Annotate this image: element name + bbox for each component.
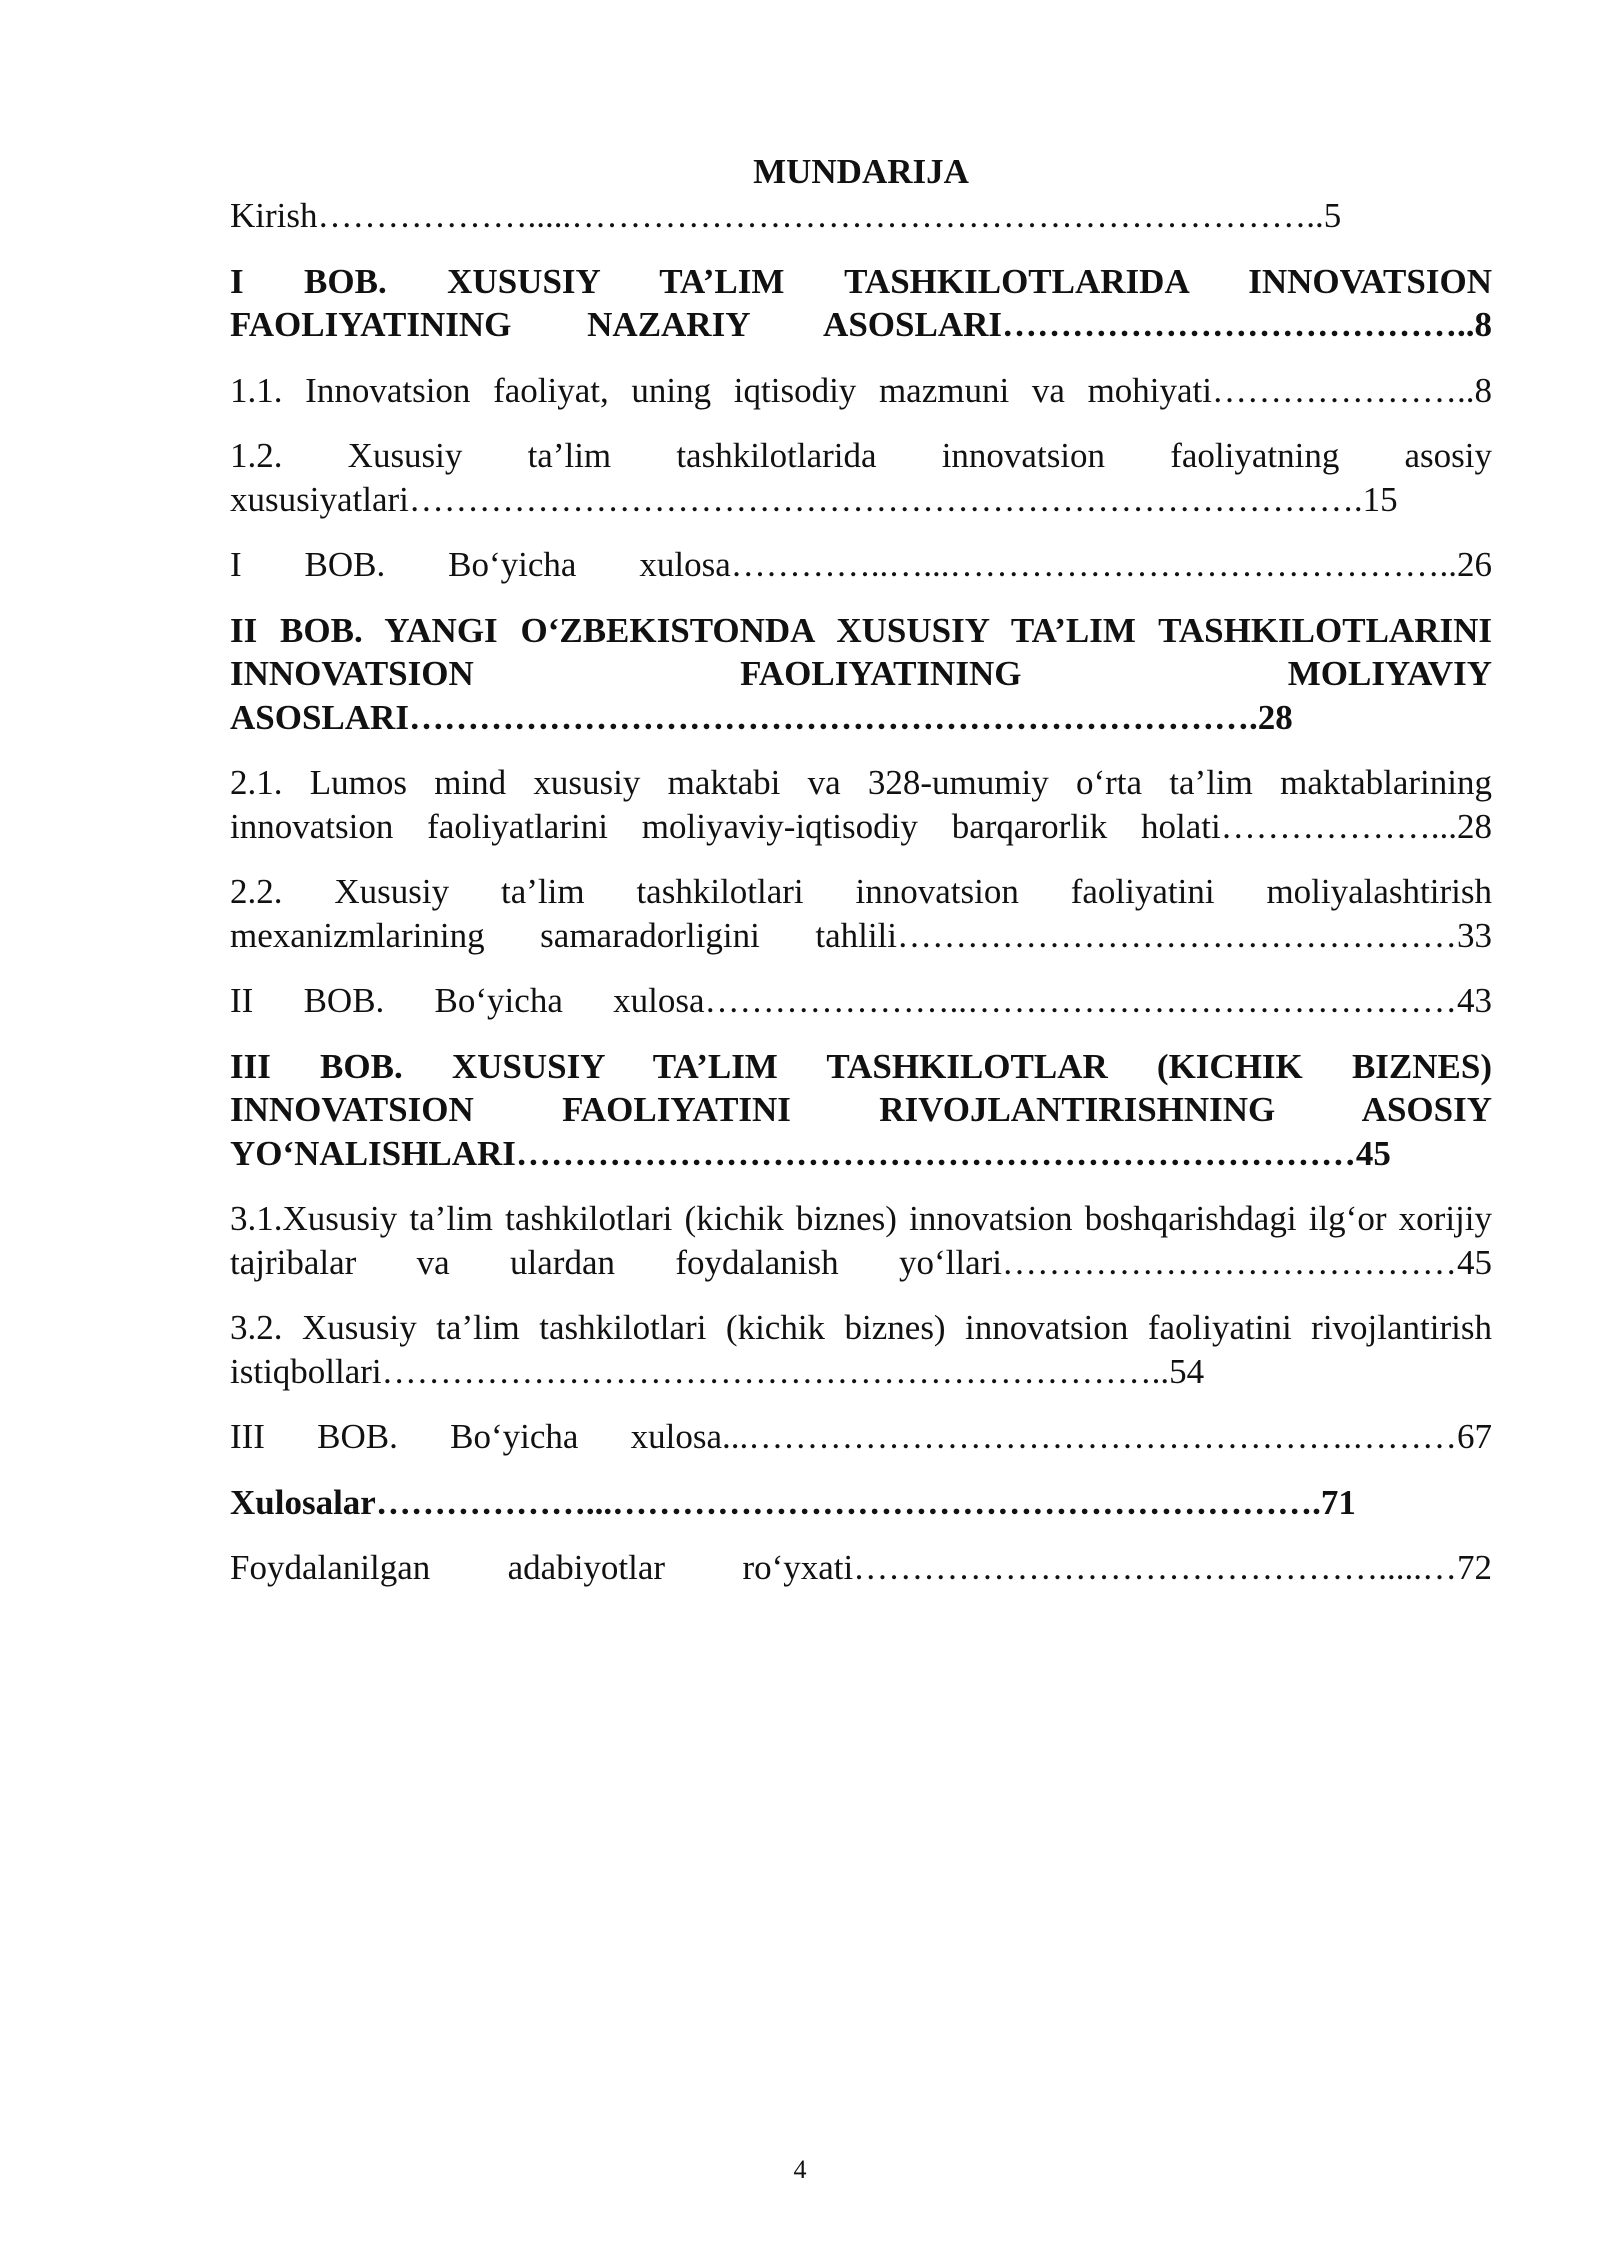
toc-entry-chapter-2-conclusion: II BOB. Bo‘yicha xulosa…………………..……………………………………43 xyxy=(230,981,1492,1020)
toc-entry-section-2-1: 2.1. Lumos mind xususiy maktabi va 328-umumiy o‘rta ta’lim maktablarining innovatsion faoliyatlarini moliyaviy-iqtisodiy barqarorlik holati………………...28 xyxy=(230,763,1492,846)
page-title: MUNDARIJA xyxy=(753,152,969,191)
toc-entry-references: Foydalanilgan adabiyotlar ro‘yxati……………………………………….....…72 xyxy=(230,1548,1492,1587)
toc-entry-section-3-2: 3.2. Xususiy ta’lim tashkilotlari (kichik biznes) innovatsion faoliyatini rivojlantirish istiqbollari…………………………………………………………..54 xyxy=(230,1308,1492,1391)
page-number: 4 xyxy=(793,2155,807,2184)
toc-entry-chapter-2: II BOB. YANGI O‘ZBEKISTONDA XUSUSIY TA’LIM TASHKILOTLARINI INNOVATSION FAOLIYATINING MOLIYAVIY ASOSLARI……………………………………………………………….28 xyxy=(230,610,1492,737)
toc-entry-section-1-1: 1.1. Innovatsion faoliyat, uning iqtisodiy mazmuni va mohiyati…………………..8 xyxy=(230,370,1492,410)
toc-entry-section-1-2: 1.2. Xususiy ta’lim tashkilotlarida innovatsion faoliyatning asosiy xususiyatlari……………………………………………………………………….15 xyxy=(230,436,1492,519)
table-of-contents xyxy=(230,150,1492,1590)
toc-entry-section-2-2: 2.2. Xususiy ta’lim tashkilotlari innovatsion faoliyatini moliyalashtirish mexanizmlarining samaradorligini tahlili…………………………………………33 xyxy=(230,872,1492,955)
toc-entry-chapter-1: I BOB. XUSUSIY TA’LIM TASHKILOTLARIDA INNOVATSION FAOLIYATINING NAZARIY ASOSLARI…………………………………..8 xyxy=(230,261,1492,344)
toc-entry-chapter-3: III BOB. XUSUSIY TA’LIM TASHKILOTLAR (KICHIK BIZNES) INNOVATSION FAOLIYATINI RIVOJLANTIRISHNING ASOSIY YO‘NALISHLARI………………………………………………………………45 xyxy=(230,1046,1492,1173)
toc-entry-section-3-1: 3.1.Xususiy ta’lim tashkilotlari (kichik biznes) innovatsion boshqarishdagi ilg‘or xorijiy tajribalar va ulardan foydalanish yo‘llari…………………………………45 xyxy=(230,1199,1492,1282)
toc-entry-conclusions: Xulosalar………………...…………………………………………………….71 xyxy=(230,1482,1356,1522)
toc-entry-introduction: Kirish……………….....………………………………………………………..5 xyxy=(230,196,1342,235)
toc-list xyxy=(230,194,1492,1590)
toc-entry-chapter-1-conclusion: I BOB. Bo‘yicha xulosa…………..…...……………………………………..26 xyxy=(230,545,1492,584)
toc-entry-chapter-3-conclusion: III BOB. Bo‘yicha xulosa...…………………………………………….………67 xyxy=(230,1417,1492,1456)
